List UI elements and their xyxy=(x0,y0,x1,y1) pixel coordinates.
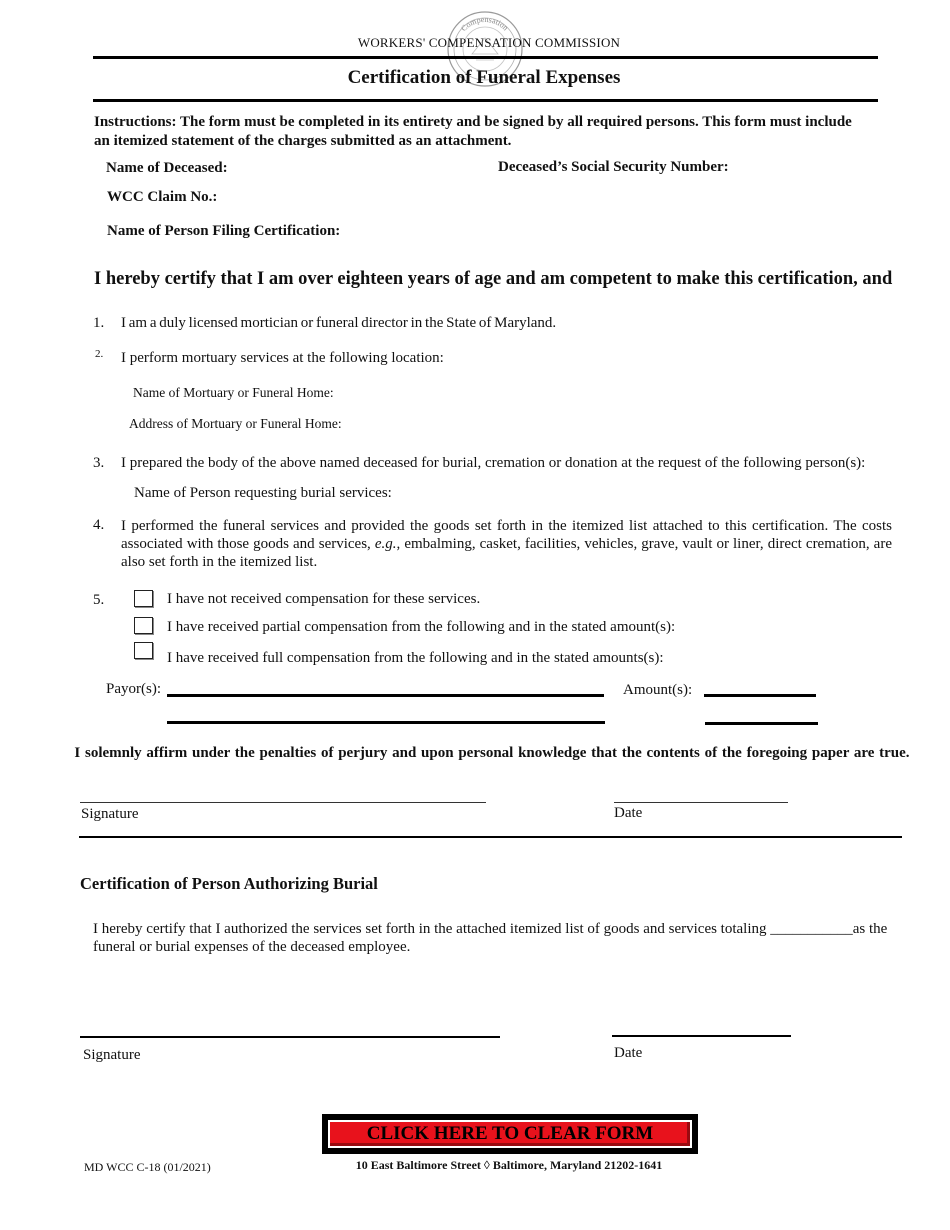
payors-label: Payor(s): xyxy=(106,681,161,697)
top-rule xyxy=(93,56,878,59)
payor-field-2[interactable] xyxy=(167,721,605,724)
payor-field-1[interactable] xyxy=(167,694,604,697)
form-title: Certification of Funeral Expenses xyxy=(347,67,621,88)
clear-form-button-label: CLICK HERE TO CLEAR FORM xyxy=(328,1120,692,1148)
instructions: Instructions: The form must be completed in its entirety and be signed by all required persons. This form must include an itemized statement of the charges submitted as an attachment. xyxy=(94,114,852,149)
deceased-name-label: Name of Deceased: xyxy=(106,160,228,176)
option-partial-compensation-label: I have received partial compensation from the following and in the stated amount(s): xyxy=(167,619,676,635)
title-rule xyxy=(93,99,878,102)
requester-name-label: Name of Person requesting burial services: xyxy=(134,485,392,501)
amount-field-1[interactable] xyxy=(704,694,816,697)
certify-heading: I hereby certify that I am over eighteen years of age and am competent to make this certification, and xyxy=(94,269,893,289)
form-identifier: MD WCC C-18 (01/2021) xyxy=(84,1160,211,1174)
item-number-5: 5. xyxy=(93,592,105,608)
checkbox-partial-compensation[interactable] xyxy=(134,617,153,634)
option-not-compensated-label: I have not received compensation for these services. xyxy=(167,591,481,607)
option-full-compensation-label: I have received full compensation from the following and in the stated amounts(s): xyxy=(167,650,664,666)
date-label-1: Date xyxy=(614,805,643,821)
signature-label-2: Signature xyxy=(83,1047,141,1063)
commission-address: 10 East Baltimore Street ◊ Baltimore, Maryland 21202-1641 xyxy=(355,1158,663,1172)
section-divider xyxy=(79,836,902,838)
claim-number-label: WCC Claim No.: xyxy=(107,189,218,205)
mortuary-name-label: Name of Mortuary or Funeral Home: xyxy=(133,385,334,400)
authorizing-section-title: Certification of Person Authorizing Burial xyxy=(80,874,378,893)
date-line-2[interactable] xyxy=(612,1035,791,1037)
date-label-2: Date xyxy=(614,1045,643,1061)
item-3-text: I prepared the body of the above named deceased for burial, cremation or donation at the request of the following person(s): xyxy=(121,455,866,471)
clear-form-button[interactable] xyxy=(322,1114,698,1154)
authorizing-certification-text: I hereby certify that I authorized the services set forth in the attached itemized list of goods and services totaling ___________as the funeral or burial expenses of the deceased employee. xyxy=(93,921,888,955)
svg-text:Compensation: Compensation xyxy=(459,14,511,34)
item-number-4: 4. xyxy=(93,517,105,533)
signature-label-1: Signature xyxy=(81,806,139,822)
checkbox-full-compensation[interactable] xyxy=(134,642,153,659)
perjury-affirmation: I solemnly affirm under the penalties of perjury and upon personal knowledge that the contents of the foregoing paper are true. xyxy=(74,745,910,761)
checkbox-not-compensated[interactable] xyxy=(134,590,153,607)
amounts-label: Amount(s): xyxy=(623,682,693,698)
signature-line-1[interactable] xyxy=(80,802,486,803)
item-2-text: I perform mortuary services at the following location: xyxy=(121,350,444,366)
ssn-label: Deceased’s Social Security Number: xyxy=(498,159,729,175)
item-number-1: 1. xyxy=(93,315,105,331)
item-1-text: I am a duly licensed mortician or funeral director in the State of Maryland. xyxy=(121,315,557,331)
filer-name-label: Name of Person Filing Certification: xyxy=(107,223,341,239)
item-number-2: 2. xyxy=(95,348,104,360)
signature-line-2[interactable] xyxy=(80,1036,500,1038)
item-number-3: 3. xyxy=(93,455,105,471)
mortuary-address-label: Address of Mortuary or Funeral Home: xyxy=(129,416,342,431)
agency-name: WORKERS' COMPENSATION COMMISSION xyxy=(357,35,621,50)
date-line-1[interactable] xyxy=(614,802,788,803)
amount-field-2[interactable] xyxy=(705,722,818,725)
item-4-text: I performed the funeral services and provided the goods set forth in the itemized list attached to this certification. The costs associated with those goods and services, e.g., embalming, casket, facilities, vehicles, grave, vault or liner, direct cremation, are also set forth in the itemized list. xyxy=(121,518,892,570)
